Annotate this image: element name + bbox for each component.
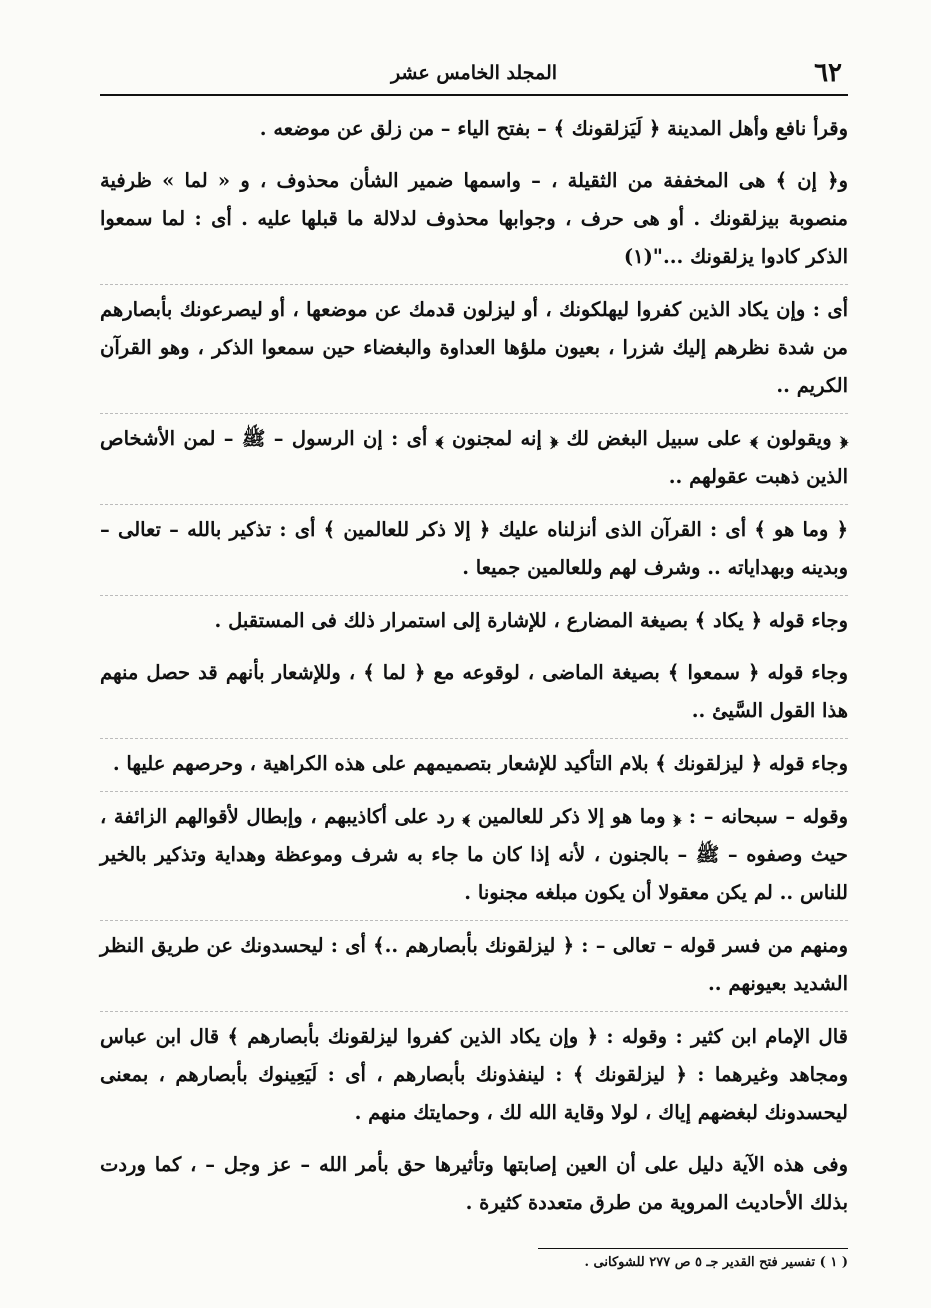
page-body (100, 110, 848, 1230)
paragraph: وقرأ نافع وأهل المدينة ﴿ لَيَزلقونك ﴾ – بفتح الياء – من زلق عن موضعه . (259, 117, 848, 140)
paragraph: و﴿ إن ﴾ هى المخففة من الثقيلة ، – واسمها ضمير الشأن محذوف ، و « لما » ظرفية منصوبة بيزلقونك . أو هى حرف ، وجوابها محذوف لدلالة ما قبلها عليه . أى : لما سمعوا الذكر كادوا يزلقونك ..."(١) (100, 162, 848, 285)
paragraph: أى : وإن يكاد الذين كفروا ليهلكونك ، أو ليزلون قدمك عن موضعها ، أو ليصرعونك بأبصارهم من شدة نظرهم إليك شزرا ، بعيون ملؤها العداوة والبغضاء حين سمعوا الذكر ، وهو القرآن الكريم .. (100, 291, 848, 414)
paragraph: ومنهم من فسر قوله – تعالى – : ﴿ ليزلقونك بأبصارهم ..﴾ أى : ليحسدونك عن طريق النظر الشديد بعيونهم .. (100, 927, 848, 1012)
page-number: ٦٢ (814, 58, 842, 88)
paragraph: وجاء قوله ﴿ ليزلقونك ﴾ بلام التأكيد للإشعار بتصميمهم على هذه الكراهية ، وحرصهم عليها . (100, 745, 848, 792)
footnote: ( ١ ) تفسير فتح القدير جـ ٥ ص ٢٧٧ للشوكانى . (584, 1255, 848, 1270)
paragraph: قال الإمام ابن كثير : وقوله : ﴿ وإن يكاد الذين كفروا ليزلقونك بأبصارهم ﴾ قال ابن عباس ومجاهد وغيرهما : ﴿ ليزلقونك ﴾ : لينفذونك بأبصارهم ، أى : لَيَعِينوك بأبصارهم ، بمعنى ليحسدونك لبغضهم إياك ، لولا وقاية الله لك ، وحمايتك منهم . (100, 1025, 848, 1124)
paragraph: وجاء قوله ﴿ سمعوا ﴾ بصيغة الماضى ، لوقوعه مع ﴿ لما ﴾ ، وللإشعار بأنهم قد حصل منهم هذا القول السَّيئ .. (100, 654, 848, 739)
book-page (100, 52, 848, 1292)
paragraph: ﴿ ويقولون ﴾ على سبيل البغض لك ﴿ إنه لمجنون ﴾ أى : إن الرسول – ﷺ – لمن الأشخاص الذين ذهبت عقولهم .. (100, 420, 848, 505)
paragraph: ﴿ وما هو ﴾ أى : القرآن الذى أنزلناه عليك ﴿ إلا ذكر للعالمين ﴾ أى : تذكير بالله – تعالى – وبدينه وبهداياته .. وشرف لهم وللعالمين جميعا . (100, 511, 848, 596)
paragraph: وفى هذه الآية دليل على أن العين إصابتها وتأثيرها حق بأمر الله – عز وجل – ، كما وردت بذلك الأحاديث المروية من طرق متعددة كثيرة . (100, 1153, 848, 1214)
paragraph: وقوله – سبحانه – : ﴿ وما هو إلا ذكر للعالمين ﴾ رد على أكاذيبهم ، وإبطال لأقوالهم الزائفة ، حيث وصفوه – ﷺ – بالجنون ، لأنه إذا كان ما جاء به شرف وموعظة وهداية وتذكير بالخير للناس .. لم يكن معقولا أن يكون مبلغه مجنونا . (100, 798, 848, 921)
page-header (100, 52, 848, 96)
running-title: المجلد الخامس عشر (390, 62, 558, 84)
paragraph: وجاء قوله ﴿ يكاد ﴾ بصيغة المضارع ، للإشارة إلى استمرار ذلك فى المستقبل . (214, 609, 848, 632)
footnote-divider (538, 1248, 848, 1249)
